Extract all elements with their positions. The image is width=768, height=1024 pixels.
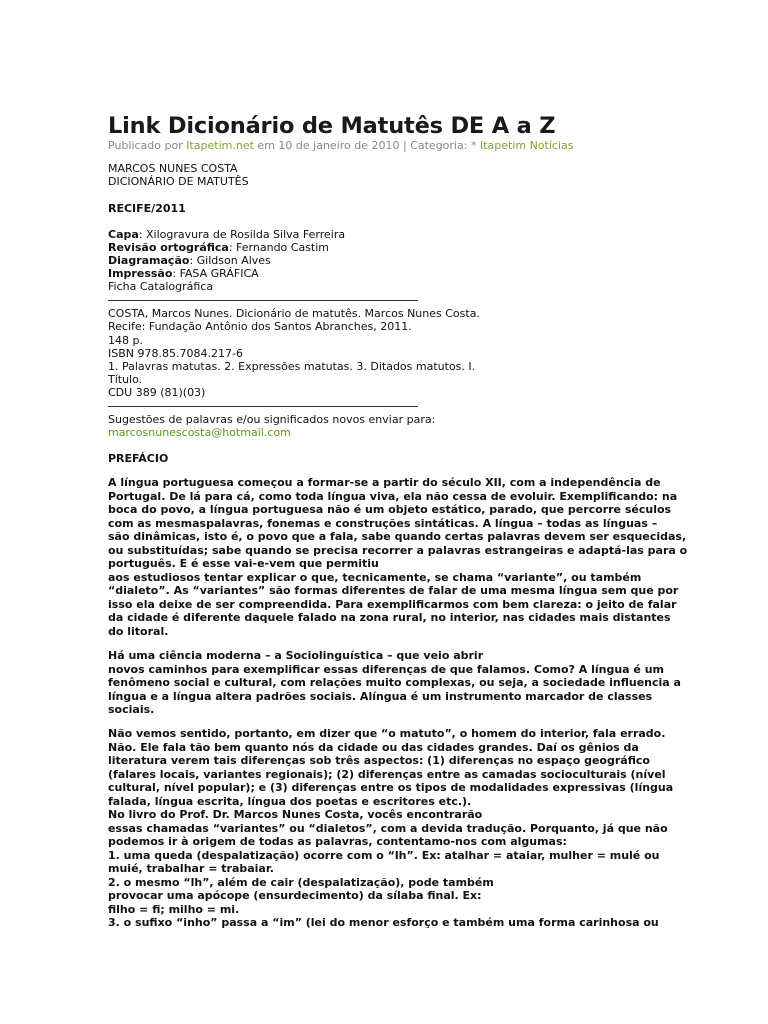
paragraph-line: do litoral. bbox=[108, 624, 169, 638]
meta-middle: em 10 de janeiro de 2010 | Categoria: bbox=[253, 139, 471, 152]
paragraph-line: ou substituídas; sabe quando se precisa recorrer a palavras estrangeiras e adaptá-las para o bbox=[108, 543, 688, 557]
paragraph-line: português. E é esse vai-e-vem que permitiu bbox=[108, 557, 379, 570]
credit-label: Impressão bbox=[108, 267, 173, 280]
credit-line bbox=[108, 254, 271, 267]
paragraph-line: Portugal. De lá para cá, como toda língua viva, ela não cessa de evoluir. Exemplificando: na bbox=[108, 489, 678, 503]
catalog-line: ISBN 978.85.7084.217-6 bbox=[108, 347, 243, 360]
preface-heading: PREFÁCIO bbox=[108, 452, 169, 465]
credit-label: Capa bbox=[108, 228, 139, 241]
catalog-line: COSTA, Marcos Nunes. Dicionário de matutês. Marcos Nunes Costa. bbox=[108, 307, 480, 320]
paragraph-line: 1. uma queda (despalatização) ocorre com o “lh”. Ex: atalhar = ataiar, mulher = mulé ou bbox=[108, 848, 660, 862]
paragraph-line: literatura verem tais diferenças sob três aspectos: (1) diferenças no espaço geográfico bbox=[108, 754, 650, 767]
paragraph-line: cultural, nível popular); e (3) diferenças entre os tipos de modalidades expressivas (língua bbox=[108, 781, 674, 794]
author-link[interactable]: Itapetim.net bbox=[186, 139, 254, 152]
paragraph-line: “dialeto”. As “variantes” são formas diferentes de falar de uma mesma língua sem que por bbox=[108, 584, 679, 597]
divider bbox=[108, 300, 418, 301]
paragraph-line: aos estudiosos tentar explicar o que, tecnicamente, se chama “variante”, ou também bbox=[108, 570, 642, 584]
credit-value: : Xilogravura de Rosilda Silva Ferreira bbox=[138, 228, 346, 241]
divider bbox=[108, 406, 418, 407]
paragraph-line: são dinâmicas, isto é, o povo que a fala, sabe quando certas palavras devem ser esquecidas, bbox=[108, 530, 687, 543]
credit-line bbox=[108, 241, 329, 254]
place-year: RECIFE/2011 bbox=[108, 202, 186, 215]
catalog-line: 148 p. bbox=[108, 334, 143, 347]
meta-prefix: Publicado por bbox=[108, 139, 187, 152]
credit-label: Diagramação bbox=[108, 254, 190, 267]
paragraph-line: filho = fi; milho = mi. bbox=[108, 902, 240, 916]
paragraph-line: 2. o mesmo “lh”, além de cair (despalatização), pode também bbox=[108, 875, 494, 889]
credit-label: Revisão ortográfica bbox=[108, 241, 229, 254]
credit-value: : Fernando Castim bbox=[228, 241, 330, 254]
paragraph-line: língua e a língua altera padrões sociais. Alíngua é um instrumento marcador de classes bbox=[108, 689, 653, 703]
paragraph-line: Não vemos sentido, portanto, em dizer que “o matuto”, o homem do interior, fala errado. bbox=[108, 727, 666, 740]
paragraph-line: podemos ir à origem de todas as palavras, contentamo-nos com algumas: bbox=[108, 835, 567, 848]
paragraph-line: da cidade é diferente daquele falado na zona rural, no interior, nas cidades mais distantes bbox=[108, 611, 671, 624]
catalog-line: CDU 389 (81)(03) bbox=[108, 386, 206, 399]
paragraph-line: Não. Ele fala tão bem quanto nós da cidade ou das cidades grandes. Daí os gênios da bbox=[108, 740, 639, 754]
preface-paragraph bbox=[108, 476, 688, 638]
category-link[interactable]: * Itapetim Notícias bbox=[470, 139, 574, 152]
paragraph-line: isso ela deixe de ser compreendida. Para exemplificarmos com bem clareza: o jeito de falar bbox=[108, 597, 677, 611]
preface-paragraph bbox=[108, 727, 674, 930]
credit-value: : Gildson Alves bbox=[189, 254, 271, 267]
catalog-line: 1. Palavras matutas. 2. Expressões matutas. 3. Ditados matutos. I. bbox=[108, 360, 476, 373]
paragraph-line: provocar uma apócope (ensurdecimento) da sílaba final. Ex: bbox=[108, 889, 482, 902]
paragraph-line: essas chamadas “variantes” ou “dialetos”, com a devida tradução. Porquanto, já que não bbox=[108, 821, 668, 835]
post-meta bbox=[108, 139, 573, 152]
paragraph-line: novos caminhos para exemplificar essas diferenças de que falamos. Como? A língua é um bbox=[108, 662, 665, 676]
paragraph-line: (falares locais, variantes regionais); (2) diferenças entre as camadas socioculturais (nível bbox=[108, 767, 666, 781]
paragraph-line: falada, língua escrita, língua dos poetas e escritores etc.). bbox=[108, 794, 472, 808]
paragraph-line: boca do povo, a língua portuguesa não é um objeto estático, parado, que percorre séculos bbox=[108, 503, 672, 516]
catalog-line: Título. bbox=[108, 373, 143, 386]
paragraph-line: sociais. bbox=[108, 703, 155, 716]
credit-value: : FASA GRÁFICA bbox=[172, 267, 259, 280]
paragraph-line: Há uma ciência moderna – a Sociolinguística – que veio abrir bbox=[108, 649, 484, 662]
paragraph-line: 3. o sufixo “inho” passa a “im” (lei do menor esforço e também uma forma carinhosa ou bbox=[108, 916, 659, 929]
paragraph-line: No livro do Prof. Dr. Marcos Nunes Costa, vocês encontrarão bbox=[108, 808, 483, 821]
catalog-line: Recife: Fundação Antônio dos Santos Abranches, 2011. bbox=[108, 320, 412, 333]
ficha-label: Ficha Catalográfica bbox=[108, 280, 214, 293]
page-title: Link Dicionário de Matutês DE A a Z bbox=[108, 113, 556, 139]
suggestion-text: Sugestões de palavras e/ou significados novos enviar para: bbox=[108, 413, 436, 426]
paragraph-line: A língua portuguesa começou a formar-se a partir do século XII, com a independência de bbox=[108, 476, 661, 489]
book-title: DICIONÁRIO DE MATUTÊS bbox=[108, 175, 249, 188]
paragraph-line: muié, trabalhar = trabaiar. bbox=[108, 862, 274, 875]
author-name: MARCOS NUNES COSTA bbox=[108, 162, 238, 175]
paragraph-line: fenômeno social e cultural, com relações muito complexas, ou seja, a sociedade influencia a bbox=[108, 676, 681, 689]
email-link[interactable]: marcosnunescosta@hotmail.com bbox=[108, 426, 291, 439]
credit-line bbox=[108, 267, 259, 280]
credit-line bbox=[108, 228, 345, 241]
paragraph-line: com as mesmaspalavras, fonemas e construções sintáticas. A língua – todas as línguas – bbox=[108, 516, 658, 530]
preface-paragraph bbox=[108, 649, 681, 717]
